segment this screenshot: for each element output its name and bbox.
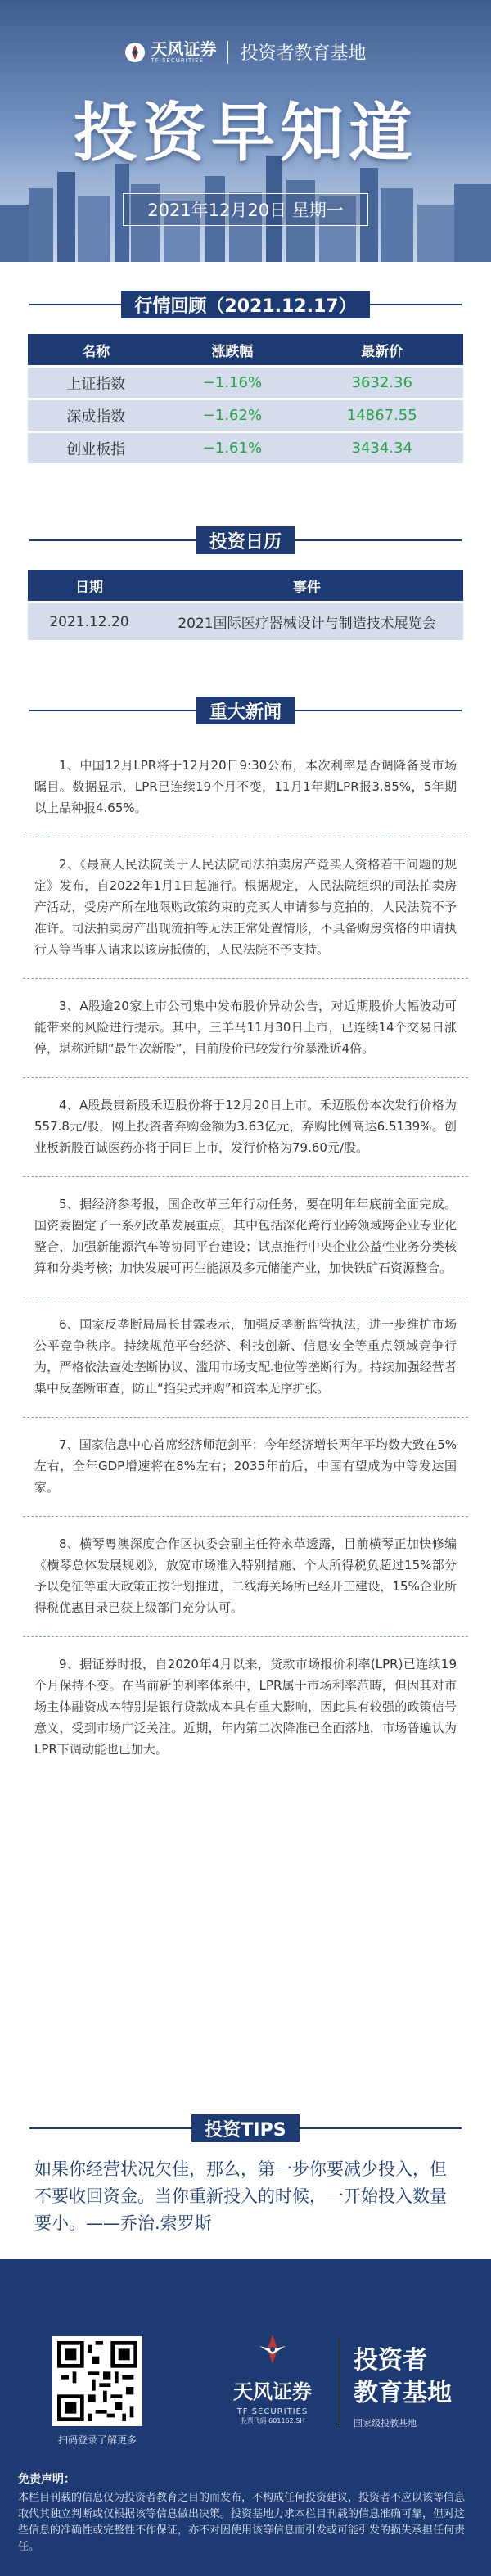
table-row: [28, 365, 463, 398]
brand-divider: [227, 41, 228, 64]
header-brand: [0, 39, 491, 65]
qr-code-image[interactable]: [52, 2336, 142, 2426]
footer-brand: [219, 2331, 326, 2425]
news-item: 1、中国12月LPR将于12月20日9:30公布，本次利率是否调降备受市场瞩目。数据显示，LPR已连续19个月不变，11月1年期LPR报3.85%，5年期以上品种报4.65%。: [34, 758, 457, 815]
table-row: [28, 398, 463, 431]
index-change: −1.62%: [164, 398, 300, 431]
news-title: 重大新闻: [196, 697, 295, 724]
col-price: 最新价: [300, 334, 463, 365]
footer-base-line2: 教育基地: [354, 2379, 452, 2407]
news-item: 2、《最高人民法院关于人民法院司法拍卖房产竞买人资格若干问题的规定》发布，自2022年1月1日起施行。根据规定，人民法院组织的司法拍卖房产活动，受房产所在地限购政策约束的竞买人申请参与竞拍的，人民法院不予准许。司法拍卖房产出现流拍等无法正常处置情形，不具备购房资格的申请执行人等当事人请求以该房抵债的，人民法院不予支持。: [23, 837, 468, 978]
event-name: 2021国际医疗器械设计与制造技术展览会: [151, 601, 463, 640]
col-event: 事件: [151, 570, 463, 601]
index-price: 3632.36: [300, 365, 463, 398]
index-change: −1.61%: [164, 431, 300, 463]
qr-caption: 扫码登录了解更多: [57, 2434, 137, 2446]
news-item: 3、A股逾20家上市公司集中发布股价异动公告，对近期股价大幅波动可能带来的风险进行提示。其中，三羊马11月30日上市，已连续14个交易日涨停，堪称近期“最牛次新股”，目前股价已较发行价暴涨近4倍。: [23, 978, 468, 1077]
page-title: 投资早知道: [73, 97, 417, 170]
tips-title: 投资TIPS: [191, 2114, 299, 2142]
footer-base-title: [354, 2344, 452, 2410]
hero-banner: [0, 0, 491, 262]
disclaimer-title: 免责声明：: [18, 2473, 75, 2486]
footer: [0, 2259, 491, 2576]
brand-base: 投资者教育基地: [240, 43, 367, 64]
stock-code: 股票代码 601162.SH: [240, 2417, 305, 2425]
col-change: 涨跌幅: [164, 334, 300, 365]
market-review-section: [0, 288, 491, 463]
table-row: [28, 431, 463, 463]
col-name: 名称: [28, 334, 164, 365]
footer-brand-name: 天风证券: [233, 2380, 312, 2403]
index-name: 深成指数: [28, 398, 164, 431]
index-change: −1.16%: [164, 365, 300, 398]
index-price: 14867.55: [300, 398, 463, 431]
footer-base-sub: 国家级投教基地: [354, 2418, 417, 2429]
col-date: 日期: [28, 570, 151, 601]
index-name: 创业板指: [28, 431, 164, 463]
news-item: 9、据证券时报，自2020年4月以来，贷款市场报价利率(LPR)已连续19个月保持不变。在当前新的利率体系中，LPR属于市场利率范畴，但因其对市场主体融资成本特别是银行贷款成本具有重大影响，因此具有较强的政策信号意义，受到市场广泛关注。近期，年内第二次降准已全面落地，市场普遍认为LPR下调动能也已加大。: [23, 1636, 468, 1778]
news-section: [0, 694, 491, 1778]
news-item: 7、国家信息中心首席经济师范剑平：今年经济增长两年平均数大致在5%左右，全年GDP增速将在8%左右；2035年前后，中国有望成为中等发达国家。: [23, 1417, 468, 1516]
index-name: 上证指数: [28, 365, 164, 398]
calendar-title: 投资日历: [196, 526, 295, 554]
calendar-table: [28, 570, 463, 640]
footer-base-line1: 投资者: [354, 2346, 427, 2375]
tips-section: [0, 2112, 491, 2237]
news-item: 5、据经济参考报，国企改革三年行动任务，要在明年年底前全面完成。国资委圈定了一系列改革发展重点，其中包括深化跨行业跨领域跨企业专业化整合，加强新能源汽车等协同平台建设；试点推行中央企业公益性业务分类核算和分类考核；加快发展可再生能源及多元储能产业，加快铁矿石资源整合。: [23, 1176, 468, 1297]
tips-quote: 如果你经营状况欠佳，那么，第一步你要减少投入，但不要收回资金。当你重新投入的时候，一开始投入数量要小。——乔治.索罗斯: [34, 2159, 447, 2233]
brand-en: TF SECURITIES: [151, 56, 205, 64]
disclaimer-text: 本栏目刊载的信息仅为投资者教育之目的而发布，不构成任何投资建议，投资者不应以该等信息取代其独立判断或仅根据该等信息做出决策。投资基地力求本栏目刊载的信息准确可靠，但对这些信息的准确性或完整性不作保证，亦不对因使用该等信息而引发或可能引发的损失承担任何责任。: [18, 2492, 466, 2553]
news-item: 8、横琴粤澳深度合作区执委会副主任符永革透露，目前横琴正加快修编《横琴总体发展规划》，放宽市场准入特别措施、个人所得税负超过15%部分予以免征等重大政策正按计划推进，二线海关场所已经开工建设，15%企业所得税优惠目录已获上级部门充分认可。: [23, 1516, 468, 1636]
footer-brand-en: TF SECURITIES: [236, 2407, 309, 2416]
brand-name: 天风证券: [151, 38, 217, 59]
news-list: [23, 738, 468, 1778]
news-item: 4、A股最贵新股禾迈股份将于12月20日上市。禾迈股份本次发行价格为557.8元/股，网上投资者弃购金额为3.63亿元，弃购比例高达6.5139%。创业板新股百诚医药亦将于同日上市，发行价格为79.60元/股。: [23, 1077, 468, 1176]
tf-logo-icon: [255, 2331, 291, 2367]
event-date: 2021.12.20: [28, 601, 151, 640]
date-bar: 2021年12月20日 星期一: [123, 193, 368, 226]
tf-logo-icon: [124, 42, 146, 63]
market-table: [28, 334, 463, 463]
news-item: 6、国家反垄断局局长甘霖表示，加强反垄断监管执法，进一步维护市场公平竞争秩序。持续规范平台经济、科技创新、信息安全等重点领域竞争行为，严格依法查处垄断协议、滥用市场支配地位等垄断行为。持续加强经营者集中反垄断审查，防止“掐尖式并购”和资本无序扩张。: [23, 1297, 468, 1417]
calendar-section: [0, 524, 491, 640]
market-review-title: 行情回顾（2021.12.17）: [121, 291, 369, 318]
table-row: [28, 601, 463, 640]
index-price: 3434.34: [300, 431, 463, 463]
